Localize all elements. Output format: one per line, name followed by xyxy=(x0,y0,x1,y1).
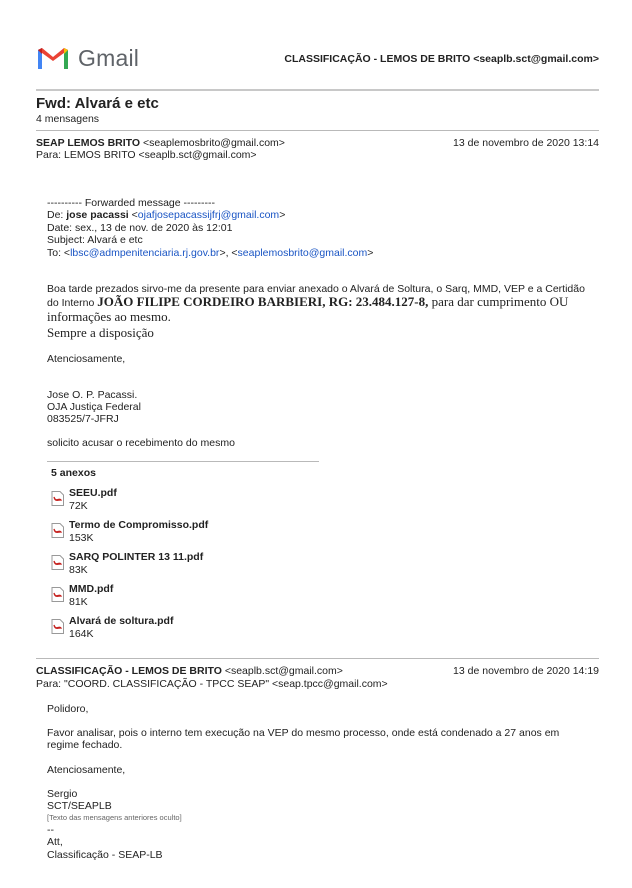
gmail-logo-icon xyxy=(36,44,70,70)
pdf-file-icon xyxy=(51,555,64,570)
msg2-sig2: SCT/SEAPLB xyxy=(47,800,112,812)
msg2-body1: Favor analisar, pois o interno tem execução na VEP do mesmo processo, onde está condenado a 27 anos em xyxy=(47,727,560,739)
fwd-from-email-link[interactable]: ojafjosepacassijfrj@gmail.com xyxy=(137,209,280,221)
body-line2-c: para dar cumprimento OU xyxy=(428,294,569,309)
attachment-size: 83K xyxy=(69,564,88,576)
fwd-to-sep: >, < xyxy=(219,247,238,259)
body-line3: informações ao mesmo. xyxy=(47,309,171,324)
msg2-att: Att, xyxy=(47,836,63,848)
msg1-sig3: 083525/7-JFRJ xyxy=(47,413,119,425)
header-divider xyxy=(36,89,599,91)
attachment-item[interactable] xyxy=(51,583,281,611)
msg2-sig1: Sergio xyxy=(47,788,78,800)
message-divider xyxy=(36,658,599,659)
thread-count: 4 mensagens xyxy=(36,113,100,125)
fwd-to-email2-link[interactable]: seaplemosbrito@gmail.com xyxy=(237,247,368,259)
pdf-file-icon xyxy=(51,619,64,634)
body-line4: Sempre a disposição xyxy=(47,325,154,340)
attachment-size: 72K xyxy=(69,500,88,512)
fwd-date: Date: sex., 13 de nov. de 2020 às 12:01 xyxy=(47,222,233,234)
msg1-date: 13 de novembro de 2020 13:14 xyxy=(453,137,599,149)
attachment-name[interactable]: Termo de Compromisso.pdf xyxy=(69,519,209,531)
fwd-from-name: jose pacassi xyxy=(66,209,129,221)
msg2-dashes: -- xyxy=(47,824,54,836)
attachment-item[interactable] xyxy=(51,519,281,547)
msg1-request: solicito acusar o recebimento do mesmo xyxy=(47,437,235,449)
attachment-name[interactable]: SARQ POLINTER 13 11.pdf xyxy=(69,551,204,563)
msg2-from-email: <seaplb.sct@gmail.com> xyxy=(224,665,343,677)
pdf-file-icon xyxy=(51,523,64,538)
msg2-date: 13 de novembro de 2020 14:19 xyxy=(453,665,599,677)
msg2-to: Para: "COORD. CLASSIFICAÇÃO - TPCC SEAP" <seap.tpcc@gmail.com> xyxy=(36,678,388,690)
fwd-from-label: De: xyxy=(47,209,64,221)
msg2-body2: regime fechado. xyxy=(47,739,123,751)
thread-subject: Fwd: Alvará e etc xyxy=(36,95,159,112)
msg1-from-email: <seaplemosbrito@gmail.com> xyxy=(142,137,285,149)
attachment-size: 81K xyxy=(69,596,88,608)
msg1-to: Para: LEMOS BRITO <seaplb.sct@gmail.com> xyxy=(36,149,257,161)
msg2-dept: Classificação - SEAP-LB xyxy=(47,849,163,861)
attachments-title: 5 anexos xyxy=(51,467,96,479)
attachments-divider xyxy=(47,461,319,462)
attachment-item[interactable] xyxy=(51,551,281,579)
account-label: CLASSIFICAÇÃO - LEMOS DE BRITO <seaplb.sct@gmail.com> xyxy=(284,53,599,65)
fwd-to-label: To: < xyxy=(47,247,71,259)
fwd-from xyxy=(47,209,285,222)
fwd-to-end: > xyxy=(367,247,374,259)
msg1-sig1: Jose O. P. Pacassi. xyxy=(47,389,138,401)
gmail-brand: Gmail xyxy=(78,45,140,71)
msg1-from-name: SEAP LEMOS BRITO xyxy=(36,137,141,149)
fwd-header: ---------- Forwarded message --------- xyxy=(47,197,215,209)
attachment-size: 164K xyxy=(69,628,94,640)
fwd-from-lt: < xyxy=(131,209,138,221)
msg2-greeting: Polidoro, xyxy=(47,703,89,715)
msg1-sig2: OJA Justiça Federal xyxy=(47,401,141,413)
inmate-name: JOÃO FILIPE CORDEIRO BARBIERI, RG: 23.484.127-8, xyxy=(97,294,429,309)
fwd-to-email1-link[interactable]: lbsc@admpenitenciaria.rj.gov.br xyxy=(70,247,220,259)
attachment-size: 153K xyxy=(69,532,94,544)
msg2-from xyxy=(36,665,343,678)
body-line1: Boa tarde prezados sirvo-me da presente para enviar anexado o Alvará de Soltura, o Sarq, MMD, VEP e a Certidão xyxy=(47,283,585,295)
attachment-item[interactable] xyxy=(51,487,281,515)
msg2-from-name: CLASSIFICAÇÃO - LEMOS DE BRITO xyxy=(36,665,222,677)
pdf-file-icon xyxy=(51,587,64,602)
fwd-to xyxy=(47,247,373,260)
msg1-regards: Atenciosamente, xyxy=(47,353,126,365)
body-line2 xyxy=(47,294,568,310)
fwd-subject: Subject: Alvará e etc xyxy=(47,234,143,246)
pdf-file-icon xyxy=(51,491,64,506)
attachment-name[interactable]: SEEU.pdf xyxy=(69,487,117,499)
attachment-name[interactable]: MMD.pdf xyxy=(69,583,114,595)
fwd-from-gt: > xyxy=(279,209,286,221)
body-line2-a: do Interno xyxy=(47,297,98,309)
msg2-regards: Atenciosamente, xyxy=(47,764,126,776)
thread-divider xyxy=(36,130,599,131)
attachment-item[interactable] xyxy=(51,615,281,643)
hidden-text-link[interactable]: [Texto das mensagens anteriores oculto] xyxy=(47,813,182,822)
attachment-name[interactable]: Alvará de soltura.pdf xyxy=(69,615,174,627)
